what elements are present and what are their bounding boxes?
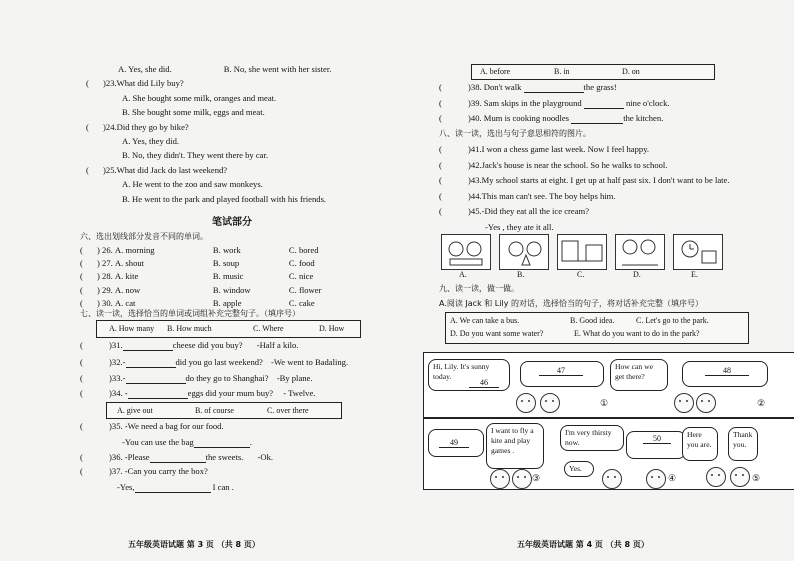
picture-d-help (615, 234, 665, 270)
speech-bubble-8 (626, 431, 686, 459)
kid-jack-icon (516, 393, 536, 413)
picture-b-icecream (499, 234, 549, 270)
pronunciation-question: ( ) 27. A. shout B. soup C. food (80, 258, 315, 269)
panel-number: ① (600, 398, 609, 408)
panel-number: ⑤ (752, 473, 761, 483)
speech-bubble-4 (682, 361, 768, 387)
answer-blank[interactable] (135, 483, 211, 493)
sentence-option: A. We can take a bus. (450, 316, 520, 325)
sentence-box (445, 312, 749, 344)
sentence-option: C. Let's go to the park. (636, 316, 709, 325)
question-37: ( )37. -Can you carry the box? (80, 466, 208, 476)
kid-jack-icon (602, 469, 622, 489)
picture-label: A. (459, 270, 467, 279)
question-39: ( )39. Sam skips in the playground nine o'clock. (439, 98, 670, 108)
question-35-answer: -You can use the bag . (122, 437, 252, 447)
sentence-option: E. What do you want to do in the park? (574, 329, 700, 338)
question-36: ( )36. -Please the sweets. -Ok. (80, 452, 274, 462)
question-32: ( )32.- did you go last weekend? -We went to Badaling. (80, 357, 349, 367)
question-31: ( )31. cheese did you buy? -Half a kilo. (80, 340, 299, 350)
section-9-subtitle: A.阅读 Jack 和 Lily 的对话，选择恰当的句子，将对话补充完整（填序号） (439, 299, 703, 308)
comic-row-2 (423, 418, 794, 490)
kid-lily-icon (730, 467, 750, 487)
kid-lily-icon (696, 393, 716, 413)
picture-e-clock (673, 234, 723, 270)
picture-label: E. (691, 270, 698, 279)
pronunciation-question: ( ) 28. A. kite B. music C. nice (80, 271, 314, 282)
speech-bubble-5 (428, 429, 484, 457)
speech-bubble-9: Yes. (564, 461, 594, 477)
picture-c-walk (557, 234, 607, 270)
picture-match-question: ( )42.Jack's house is near the school. So he walks to school. (439, 159, 668, 170)
speech-bubble-7: I'm very thirsty now. (560, 425, 624, 451)
kid-jack-icon (706, 467, 726, 487)
listening-option: B. She bought some milk, eggs and meat. (122, 107, 265, 118)
word-option: A. before (480, 67, 511, 76)
answer-blank[interactable] (194, 438, 250, 448)
answer-blank[interactable] (584, 99, 624, 109)
sentence-option: D. Do you want some water? (450, 329, 544, 338)
picture-match-question: ( )45.-Did they eat all the ice cream? (439, 206, 590, 217)
answer-blank-48[interactable]: 48 (705, 366, 749, 376)
written-section-title: 笔试部分 (212, 217, 252, 228)
word-box-1 (96, 320, 361, 338)
answer-blank-46[interactable]: 46 (469, 378, 499, 388)
word-option: D. on (622, 67, 640, 76)
question-37-answer: -Yes, I can . (117, 482, 234, 492)
kid-jack-icon (674, 393, 694, 413)
word-option: C. over there (267, 406, 309, 415)
word-option: B. of course (195, 406, 234, 415)
sentence-option: B. Good idea. (570, 316, 615, 325)
answer-blank[interactable] (123, 341, 173, 351)
section-8-title: 八、读一读，选出与句子意思相符的图片。 (439, 129, 591, 138)
speech-bubble-3: How can we get there? (610, 359, 668, 391)
listening-question: ( )25.What did Jack do last weekend? (86, 164, 228, 175)
answer-blank-47[interactable]: 47 (539, 366, 583, 376)
kid-jack-icon (490, 469, 510, 489)
kid-lily-icon (540, 393, 560, 413)
listening-option: A. Yes, they did. (122, 136, 180, 146)
question-40: ( )40. Mum is cooking noodles the kitchen. (439, 113, 664, 123)
answer-blank[interactable] (524, 83, 584, 93)
word-box-3 (471, 64, 715, 80)
answer-blank[interactable] (571, 114, 623, 124)
word-option: A. give out (117, 406, 153, 415)
speech-bubble-10: Here you are. (682, 427, 718, 461)
picture-match-question: ( )41.I won a chess game last week. Now I feel happy. (439, 144, 650, 154)
picture-match-answer: -Yes , they ate it all. (485, 222, 554, 232)
word-option: C. Where (253, 324, 284, 333)
word-option: D. How (319, 324, 345, 333)
section-9-title: 九、读一读，做一做。 (439, 284, 519, 293)
word-option: A. How many (109, 324, 155, 333)
panel-number: ③ (532, 473, 541, 483)
answer-blank[interactable] (150, 453, 206, 463)
answer-blank[interactable] (126, 374, 186, 384)
listening-question: ( )23.What did Lily buy? (86, 78, 184, 89)
panel-number: ② (757, 398, 766, 408)
listening-option: A. She bought some milk, oranges and meat. (122, 92, 277, 103)
pronunciation-question: ( ) 29. A. now B. window C. flower (80, 284, 322, 295)
listening-option: B. He went to the park and played football with his friends. (122, 193, 327, 204)
listening-options: A. Yes, she did. B. No, she went with her sister. (118, 64, 332, 74)
question-38: ( )38. Don't walk the grass! (439, 82, 617, 92)
kid-lily-icon (646, 469, 666, 489)
kid-lily-icon (512, 469, 532, 489)
word-option: B. in (554, 67, 570, 76)
picture-match-question: ( )43.My school starts at eight. I get up at half past six. I don't want to be late. (439, 175, 730, 186)
answer-blank-50[interactable]: 50 (643, 434, 671, 444)
picture-a-chess (441, 234, 491, 270)
listening-option: B. No, they didn't. They went there by car. (122, 150, 269, 161)
question-35: ( )35. -We need a bag for our food. (80, 421, 224, 431)
section-7-title: 七、读一读，选择恰当的单词或词组补充完整句子。（填序号） (80, 309, 300, 318)
comic-row-1 (423, 352, 794, 418)
page-footer: 五年级英语试题 第 3 页 （共 8 页） (128, 540, 260, 549)
picture-label: C. (577, 270, 585, 279)
question-34: ( )34. - eggs did your mum buy? - Twelve. (80, 388, 316, 398)
speech-bubble-11: Thank you. (728, 427, 758, 461)
picture-match-question: ( )44.This man can't see. The boy helps him. (439, 190, 616, 201)
speech-bubble-1: Hi, Lily. It's sunny today. 46 (428, 359, 510, 391)
pronunciation-question: ( ) 26. A. morning B. work C. bored (80, 245, 319, 255)
answer-blank[interactable] (128, 389, 188, 399)
section-6-title: 六、选出划线部分发音不同的单词。 (80, 232, 208, 241)
picture-label: D. (633, 270, 641, 279)
panel-number: ④ (668, 473, 677, 483)
question-33: ( )33.- do they go to Shanghai? -By plane. (80, 373, 313, 383)
speech-bubble-6: I want to fly a kite and play games . (486, 423, 544, 469)
listening-option: A. He went to the zoo and saw monkeys. (122, 179, 263, 190)
answer-blank-49[interactable]: 49 (439, 438, 469, 448)
page-footer: 五年级英语试题 第 4 页 （共 8 页） (517, 540, 649, 549)
picture-label: B. (517, 270, 525, 279)
page-4 (397, 0, 794, 561)
speech-bubble-2 (520, 361, 604, 387)
pronunciation-question: ( ) 30. A. cat B. apple C. cake (80, 297, 315, 308)
word-box-2 (106, 402, 342, 419)
listening-question: ( )24.Did they go by bike? (86, 121, 189, 132)
answer-blank[interactable] (126, 358, 176, 368)
word-option: B. How much (167, 324, 212, 333)
